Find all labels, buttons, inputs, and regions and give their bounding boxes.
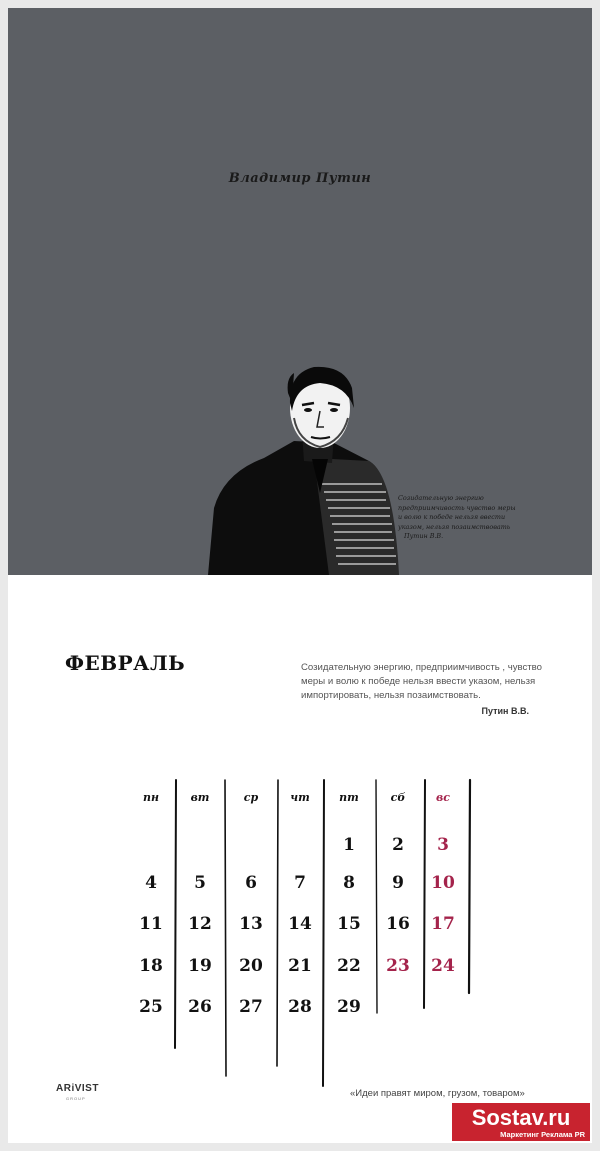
month-title: ФЕВРАЛЬ	[65, 651, 186, 675]
cover-overlay-quote	[398, 494, 523, 542]
cover-panel	[8, 8, 592, 575]
weekday-header-sunday: вс	[436, 791, 450, 804]
weekday-header: пн	[142, 791, 160, 804]
calendar-day-holiday: 17	[431, 914, 455, 934]
calendar-day: 16	[386, 914, 410, 934]
calendar-day-holiday: 3	[437, 835, 449, 855]
brand-logo: ARiVIST	[56, 1083, 99, 1094]
calendar-day: 12	[188, 914, 212, 934]
badge-subtitle: Маркетинг Реклама PR	[500, 1130, 585, 1139]
slogan-text: «Идеи правят миром, грузом, товаром»	[350, 1088, 525, 1099]
portrait-image	[194, 363, 524, 575]
brand-logo-sub: GROUP	[66, 1096, 86, 1101]
overlay-line: Созидательную энергию	[398, 494, 484, 502]
overlay-line: и волю к победе нельзя ввести	[398, 513, 506, 521]
calendar-day: 5	[194, 873, 206, 893]
calendar-day: 13	[239, 914, 263, 934]
sostav-watermark-badge[interactable]	[450, 1101, 592, 1143]
calendar-day: 7	[294, 873, 306, 893]
cover-name: Владимир Путин	[228, 171, 372, 186]
calendar-day: 11	[139, 914, 163, 934]
calendar-day: 18	[139, 956, 163, 976]
calendar-day-holiday: 24	[431, 956, 455, 976]
calendar-day-holiday: 23	[386, 956, 410, 976]
calendar-day: 27	[239, 997, 263, 1017]
calendar-day-holiday: 10	[431, 873, 455, 893]
calendar-day: 2	[392, 835, 404, 855]
calendar-day: 29	[337, 997, 361, 1017]
calendar-day: 1	[343, 835, 355, 855]
calendar-day: 19	[188, 956, 212, 976]
calendar-day: 25	[139, 997, 163, 1017]
calendar-day: 20	[239, 956, 263, 976]
calendar-day: 14	[288, 914, 312, 934]
calendar-page	[8, 8, 592, 1143]
calendar-day: 15	[337, 914, 361, 934]
quote-author: Путин В.В.	[481, 706, 529, 716]
weekday-header: сб	[390, 791, 406, 804]
quote-text: Созидательную энергию, предприимчивость , чувство меры и волю к победе нельзя ввести указом, нельзя импортировать, нельзя позаимствовать.	[301, 662, 543, 701]
weekday-header: пт	[339, 791, 359, 804]
overlay-line: указом, нельзя позаимствовать	[398, 522, 511, 531]
calendar-day: 28	[288, 997, 312, 1017]
calendar-day: 26	[188, 997, 212, 1017]
overlay-line: Путин В.В.	[404, 532, 444, 540]
weekday-header: ср	[243, 791, 259, 804]
badge-title: Sostav.ru	[471, 1105, 571, 1130]
weekday-header: чт	[290, 791, 310, 804]
weekday-header: вт	[190, 791, 210, 804]
calendar-day: 22	[337, 956, 361, 976]
calendar-day: 21	[288, 956, 312, 976]
overlay-line: предприимчивость чувство меры	[398, 503, 516, 512]
calendar-day: 9	[392, 873, 404, 893]
calendar-day: 8	[343, 873, 355, 893]
calendar-day: 4	[145, 873, 157, 893]
calendar-day: 6	[245, 873, 257, 893]
